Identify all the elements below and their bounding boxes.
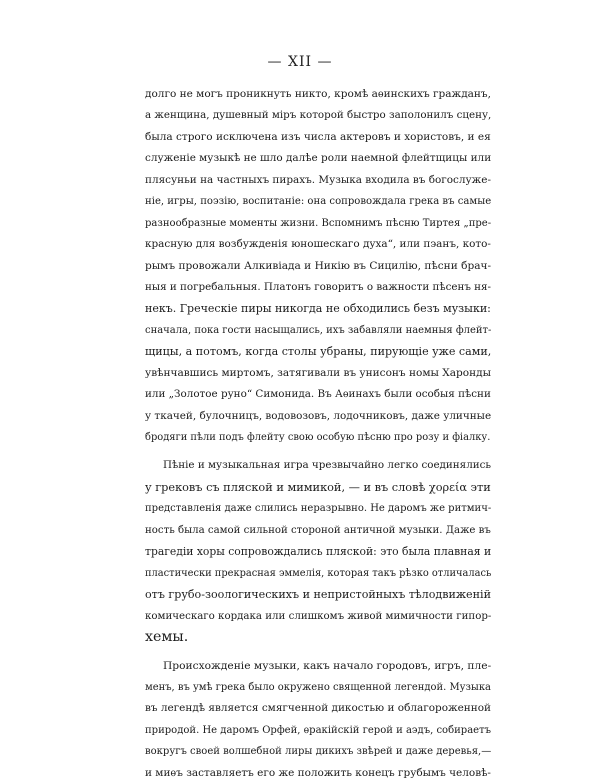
paragraph bbox=[145, 655, 491, 784]
text-line: въ легендѣ является смягченной дикостью и облагороженной bbox=[145, 702, 491, 715]
text-line: у ткачей, булочницъ, водовозовъ, лодочниковъ, даже уличные bbox=[145, 409, 492, 422]
text-line: щицы, а потомъ, когда столы убраны, пирующіе уже сами, bbox=[145, 345, 492, 359]
text-line: комическаго кордака или слишкомъ живой мимичности гипор- bbox=[145, 610, 492, 622]
text-line: некъ. Греческіе пиры никогда не обходились безъ музыки: bbox=[145, 302, 491, 316]
text-line: отъ грубо-зоологическихъ и непристойныхъ тѣлодвиженій bbox=[145, 588, 491, 602]
text-line: сначала, пока гости насыщались, ихъ забавляли наемныя флейт- bbox=[145, 324, 492, 336]
text-line: природой. Не даромъ Орфей, ѳракійскій герой и аэдъ, собираетъ bbox=[145, 724, 492, 736]
text-line: а женщина, душевный міръ которой быстро заполонилъ сцену, bbox=[145, 109, 492, 122]
text-line: представленія даже слились неразрывно. Не даромъ же ритмич- bbox=[145, 503, 492, 515]
text-line: у грековъ съ пляской и мимикой, — и въ словѣ χορεία эти bbox=[145, 480, 491, 494]
text-line: Пѣніе и музыкальная игра чрезвычайно легко соединялись bbox=[163, 459, 492, 472]
text-line: была строго исключена изъ числа актеровъ и хористовъ, и ея bbox=[145, 130, 491, 143]
text-line: или „Золотое руно“ Симонида. Въ Аѳинахъ были особыя пѣсни bbox=[145, 388, 491, 401]
text-line: трагедіи хоры сопровождались пляской: это была плавная и bbox=[145, 545, 492, 559]
text-line: рымъ провожали Алкивіада и Никію въ Сицилію, пѣсни брач- bbox=[145, 259, 492, 272]
text-line: ніе, игры, поэзію, воспитаніе: она сопровождала грека въ самые bbox=[145, 196, 492, 208]
text-line: увѣнчавшись миртомъ, затягивали въ унисонъ номы Харонды bbox=[145, 366, 491, 379]
text-line: менъ, въ умѣ грека было окружено священной легендой. Музыка bbox=[145, 681, 491, 693]
text-line: Происхожденіе музыки, какъ начало городовъ, игръ, пле- bbox=[163, 659, 492, 673]
text-line: и миѳъ заставляетъ его же положить конецъ грубымъ человѣ- bbox=[145, 766, 491, 779]
page-number-header: — XII — bbox=[267, 54, 333, 70]
paragraph bbox=[145, 455, 491, 648]
text-line: красную для возбужденія юношескаго духа“, или пэанъ, кото- bbox=[145, 238, 491, 251]
text-line: хемы. bbox=[145, 628, 189, 645]
text-line: служеніе музыкѣ не шло далѣе роли наемной флейтщицы или bbox=[145, 152, 492, 165]
body-text bbox=[145, 84, 491, 784]
text-line: разнообразные моменты жизни. Вспомнимъ пѣсню Тиртея „пре- bbox=[145, 217, 492, 229]
text-line: пластически прекрасная эммелія, которая такъ рѣзко отличалась bbox=[145, 567, 492, 579]
text-line: вокругъ своей волшебной лиры дикихъ звѣрей и даже деревья,— bbox=[145, 746, 492, 758]
text-line: долго не могъ проникнуть никто, кромѣ аѳинскихъ гражданъ, bbox=[145, 88, 491, 100]
text-line: ныя и погребальныя. Платонъ говоритъ о важности пѣсенъ ня- bbox=[145, 280, 492, 293]
text-line: плясуньи на частныхъ пирахъ. Музыка входила въ богослуже- bbox=[145, 173, 491, 186]
text-line: ность была самой сильной стороной античной музыки. Даже въ bbox=[145, 524, 491, 536]
text-line: бродяги пѣли подъ флейту свою особую пѣсню про розу и фіалку. bbox=[145, 432, 491, 443]
paragraph bbox=[145, 84, 491, 448]
